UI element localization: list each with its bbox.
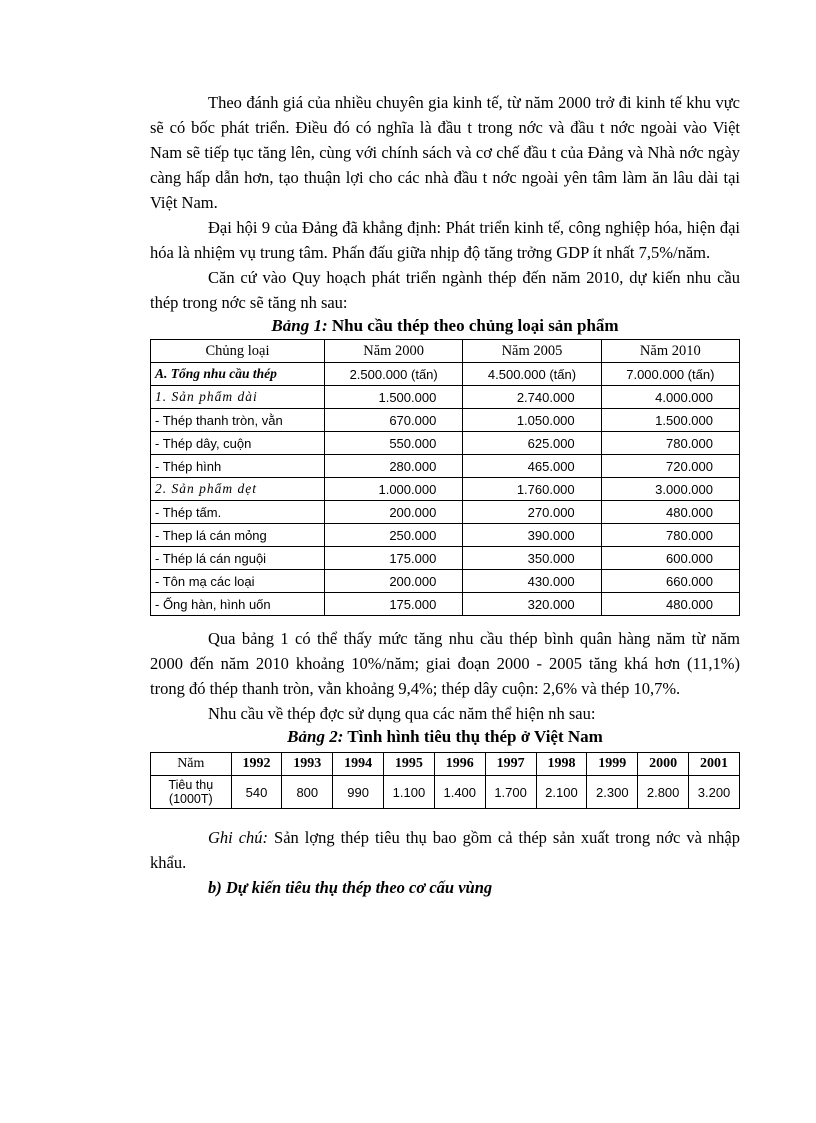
- consumption-label-line2: (1000T): [168, 792, 213, 806]
- table-row: [151, 570, 740, 593]
- table-row: [151, 478, 740, 501]
- consumption-cell: 1.100: [384, 776, 435, 809]
- cell-2005: 390.000: [463, 524, 601, 547]
- table1-caption-label: Bảng 1:: [271, 316, 328, 335]
- table-row: [151, 547, 740, 570]
- paragraph-party-congress: Đại hội 9 của Đảng đã khẳng định: Phát triển kinh tế, công nghiệp hóa, hiện đại hóa là nhiệm vụ trung tâm. Phấn đấu giữa nhịp độ tăng trởng GDP ít nhất 7,5%/năm.: [150, 218, 740, 262]
- cell-2010: 780.000: [601, 432, 739, 455]
- table1-header-category: Chủng loại: [151, 340, 325, 363]
- table2-caption-label: Bảng 2:: [287, 727, 344, 746]
- cell-2005: 430.000: [463, 570, 601, 593]
- document-page: [150, 90, 740, 900]
- row-label: 1. Sản phẩm dài: [151, 386, 325, 409]
- table2-header-row: [151, 753, 740, 776]
- row-label: - Thep lá cán mỏng: [151, 524, 325, 547]
- year-cell: 1992: [231, 753, 282, 776]
- note-text: Sản lợng thép tiêu thụ bao gồm cả thép sản xuất trong nớc và nhập khẩu.: [150, 828, 740, 872]
- cell-2005: 2.740.000: [463, 386, 601, 409]
- year-cell: 1996: [434, 753, 485, 776]
- paragraph-consumption-intro: Nhu cầu về thép đợc sử dụng qua các năm thể hiện nh sau:: [208, 704, 596, 723]
- year-cell: 1993: [282, 753, 333, 776]
- paragraph-economic-outlook: Theo đánh giá của nhiều chuyên gia kinh tế, từ năm 2000 trở đi kinh tế khu vực sẽ có bốc phát triển. Điều đó có nghĩa là đầu t trong nớc và đầu t nớc ngoài vào Việt Nam sẽ tiếp tục tăng lên, cùng với chính sách và cơ chế đầu t của Đảng và Nhà nớc ngày càng hấp dẫn hơn, tạo thuận lợi cho các nhà đầu t nớc ngoài yên tâm làm ăn lâu dài tại Việt Nam.: [150, 93, 740, 212]
- consumption-cell: 800: [282, 776, 333, 809]
- table-row: [151, 363, 740, 386]
- table1-caption-text: Nhu cầu thép theo chủng loại sản phẩm: [327, 316, 619, 335]
- cell-2000: 280.000: [325, 455, 463, 478]
- year-cell: 2000: [638, 753, 689, 776]
- consumption-cell: 2.800: [638, 776, 689, 809]
- consumption-row-label: [151, 776, 232, 809]
- consumption-label-line1: Tiêu thụ: [168, 778, 214, 792]
- table1-caption: [150, 315, 740, 337]
- cell-2000: 250.000: [325, 524, 463, 547]
- consumption-cell: 990: [333, 776, 384, 809]
- cell-2010: 660.000: [601, 570, 739, 593]
- cell-2005: 4.500.000 (tấn): [463, 363, 601, 386]
- cell-2005: 465.000: [463, 455, 601, 478]
- row-label: - Thép thanh tròn, vằn: [151, 409, 325, 432]
- cell-2005: 1.760.000: [463, 478, 601, 501]
- cell-2005: 320.000: [463, 593, 601, 616]
- cell-2000: 2.500.000 (tấn): [325, 363, 463, 386]
- cell-2000: 200.000: [325, 501, 463, 524]
- note-label: Ghi chú:: [208, 828, 269, 847]
- consumption-cell: 540: [231, 776, 282, 809]
- cell-2000: 1.500.000: [325, 386, 463, 409]
- row-label: - Tôn mạ các loại: [151, 570, 325, 593]
- consumption-cell: 1.400: [434, 776, 485, 809]
- row-label: - Thép hình: [151, 455, 325, 478]
- cell-2005: 350.000: [463, 547, 601, 570]
- table1-header-2000: Năm 2000: [325, 340, 463, 363]
- cell-2000: 670.000: [325, 409, 463, 432]
- row-label: - Thép tấm.: [151, 501, 325, 524]
- year-cell: 1995: [384, 753, 435, 776]
- paragraph-table1-analysis: Qua bảng 1 có thể thấy mức tăng nhu cầu thép bình quân hàng năm từ năm 2000 đến năm 2010 khoảng 10%/năm; giai đoạn 2000 - 2005 tăng khá hơn (11,1%) trong đó thép thanh tròn, vằn khoảng 9,4%; thép dây cuộn: 2,6% và thép 10,7%.: [150, 629, 740, 698]
- table-row: [151, 409, 740, 432]
- table2-caption: [150, 726, 740, 748]
- year-cell: 1997: [485, 753, 536, 776]
- consumption-cell: 1.700: [485, 776, 536, 809]
- cell-2010: 1.500.000: [601, 409, 739, 432]
- table1-header-2010: Năm 2010: [601, 340, 739, 363]
- cell-2000: 175.000: [325, 593, 463, 616]
- table2-value-row: [151, 776, 740, 809]
- table-row: [151, 432, 740, 455]
- cell-2000: 550.000: [325, 432, 463, 455]
- paragraph-steel-plan: Căn cứ vào Quy hoạch phát triển ngành thép đến năm 2010, dự kiến nhu cầu thép trong nớc sẽ tăng nh sau:: [150, 268, 740, 312]
- cell-2010: 720.000: [601, 455, 739, 478]
- cell-2005: 270.000: [463, 501, 601, 524]
- cell-2010: 7.000.000 (tấn): [601, 363, 739, 386]
- paragraph-note: [150, 825, 740, 875]
- table-row: [151, 501, 740, 524]
- table-row: [151, 524, 740, 547]
- table-row: [151, 386, 740, 409]
- cell-2010: 600.000: [601, 547, 739, 570]
- steel-consumption-table: [150, 752, 740, 809]
- cell-2000: 1.000.000: [325, 478, 463, 501]
- row-label: - Ống hàn, hình uốn: [151, 593, 325, 616]
- row-label: A. Tổng nhu cầu thép: [151, 363, 325, 386]
- year-cell: 1999: [587, 753, 638, 776]
- table2-caption-text: Tình hình tiêu thụ thép ở Việt Nam: [343, 727, 603, 746]
- cell-2005: 625.000: [463, 432, 601, 455]
- consumption-cell: 3.200: [689, 776, 740, 809]
- cell-2010: 780.000: [601, 524, 739, 547]
- table1-header-2005: Năm 2005: [463, 340, 601, 363]
- cell-2010: 3.000.000: [601, 478, 739, 501]
- cell-2010: 480.000: [601, 593, 739, 616]
- table-row: [151, 455, 740, 478]
- consumption-cell: 2.300: [587, 776, 638, 809]
- consumption-cell: 2.100: [536, 776, 587, 809]
- cell-2000: 175.000: [325, 547, 463, 570]
- year-cell: 2001: [689, 753, 740, 776]
- table-row: [151, 593, 740, 616]
- row-label: - Thép dây, cuộn: [151, 432, 325, 455]
- cell-2010: 480.000: [601, 501, 739, 524]
- steel-demand-table: [150, 339, 740, 616]
- cell-2005: 1.050.000: [463, 409, 601, 432]
- year-cell: 1994: [333, 753, 384, 776]
- row-label: 2. Sản phẩm dẹt: [151, 478, 325, 501]
- cell-2010: 4.000.000: [601, 386, 739, 409]
- section-subheading: b) Dự kiến tiêu thụ thép theo cơ cấu vùng: [208, 878, 493, 897]
- row-label: - Thép lá cán nguội: [151, 547, 325, 570]
- table1-header-row: [151, 340, 740, 363]
- year-cell: 1998: [536, 753, 587, 776]
- table2-header-year: Năm: [151, 753, 232, 776]
- cell-2000: 200.000: [325, 570, 463, 593]
